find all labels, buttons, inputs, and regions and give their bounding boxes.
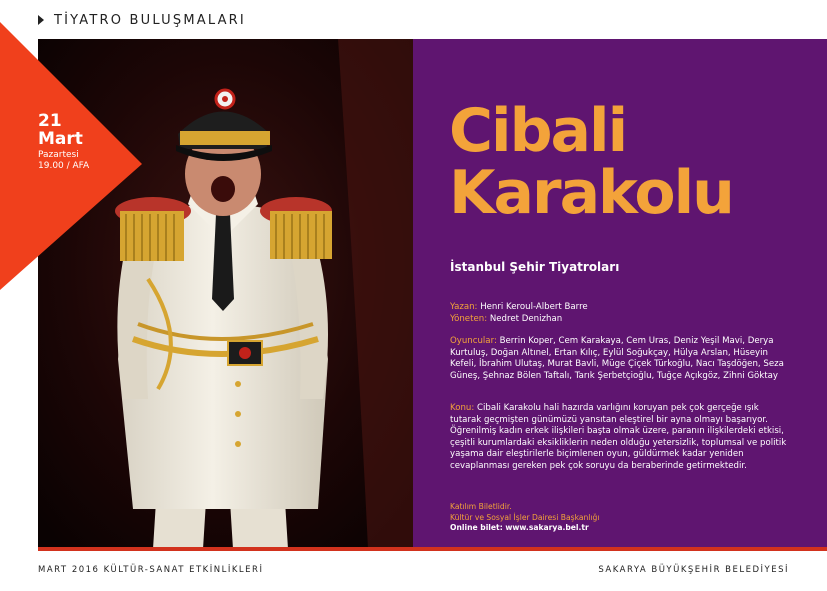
writer: Henri Keroul-Albert Barre xyxy=(480,302,588,312)
event-date xyxy=(38,113,89,171)
plot-block xyxy=(450,403,790,473)
ticket-required: Katılım Biletlidir. xyxy=(450,502,512,511)
bottom-rule xyxy=(38,547,827,551)
organizer: Kültür ve Sosyal İşler Dairesi Başkanlığı xyxy=(450,512,600,522)
director: Nedret Denizhan xyxy=(489,313,563,324)
footer-left: MART 2016 KÜLTÜR-SANAT ETKİNLİKLERİ xyxy=(38,565,264,575)
cast-list: Berrin Koper, Cem Karakaya, Cem Uras, Deniz Yeşil Mavi, Derya Kurtuluş, Doğan Altınel, Ertan Kılıç, Eylül Soğukçay, Hülya Arslan, Hüseyin Kefeli, İbrahim Ulutaş, Murat Bavli, Müge Çiçek Türkoğlu, Nacı Taşdöğen, Seza Güneş, Şehnaz Bölen Taftalı, Tarık Şerbetçioğlu, Tuğçe Açıkgöz, Zihni Göktay xyxy=(450,336,784,381)
online-ticket-link[interactable]: Online bilet: www.sakarya.bel.tr xyxy=(450,523,589,532)
cast-label: Oyuncular: xyxy=(450,336,497,346)
plot-label: Konu: xyxy=(450,403,475,413)
event-month: Mart xyxy=(38,129,83,149)
play-title-line1: Cibali xyxy=(449,96,627,166)
ticket-note xyxy=(450,502,599,534)
cast-block xyxy=(450,336,790,382)
writer-label: Yazan: xyxy=(450,302,478,312)
section-title: TİYATRO BULUŞMALARI xyxy=(54,12,246,28)
event-day: 21 xyxy=(38,111,62,131)
play-title-line2: Karakolu xyxy=(449,158,733,228)
footer-right: SAKARYA BÜYÜKŞEHİR BELEDİYESİ xyxy=(598,565,789,575)
play-title xyxy=(449,96,733,228)
event-time-venue: 19.00 / AFA xyxy=(38,161,90,171)
theatre-company: İstanbul Şehir Tiyatroları xyxy=(450,260,620,274)
plot-text: Cibali Karakolu hali hazırda varlığını koruyan pek çok gerçeğe ışık tutarak geçmişten günümüzü yansıtan eleştirel bir ayna olmayı başarıyor. Öğrenilmiş kadın erkek ilişkileri başta olmak üzere, paranın ilişkilerdeki etkisi, çeşitli kurumlardaki eksikliklerin neden olduğu yetersizlik, toplumsal ve politik yaşama dair eleştirilerle biçimlenen oyun, güldürmek kadar yeniden cevaplanması gereken pek çok soruyu da beraberinde getirmektedir. xyxy=(450,403,787,471)
credits xyxy=(450,302,790,325)
director-label: Yöneten: xyxy=(450,313,488,324)
event-weekday: Pazartesi xyxy=(38,150,79,160)
